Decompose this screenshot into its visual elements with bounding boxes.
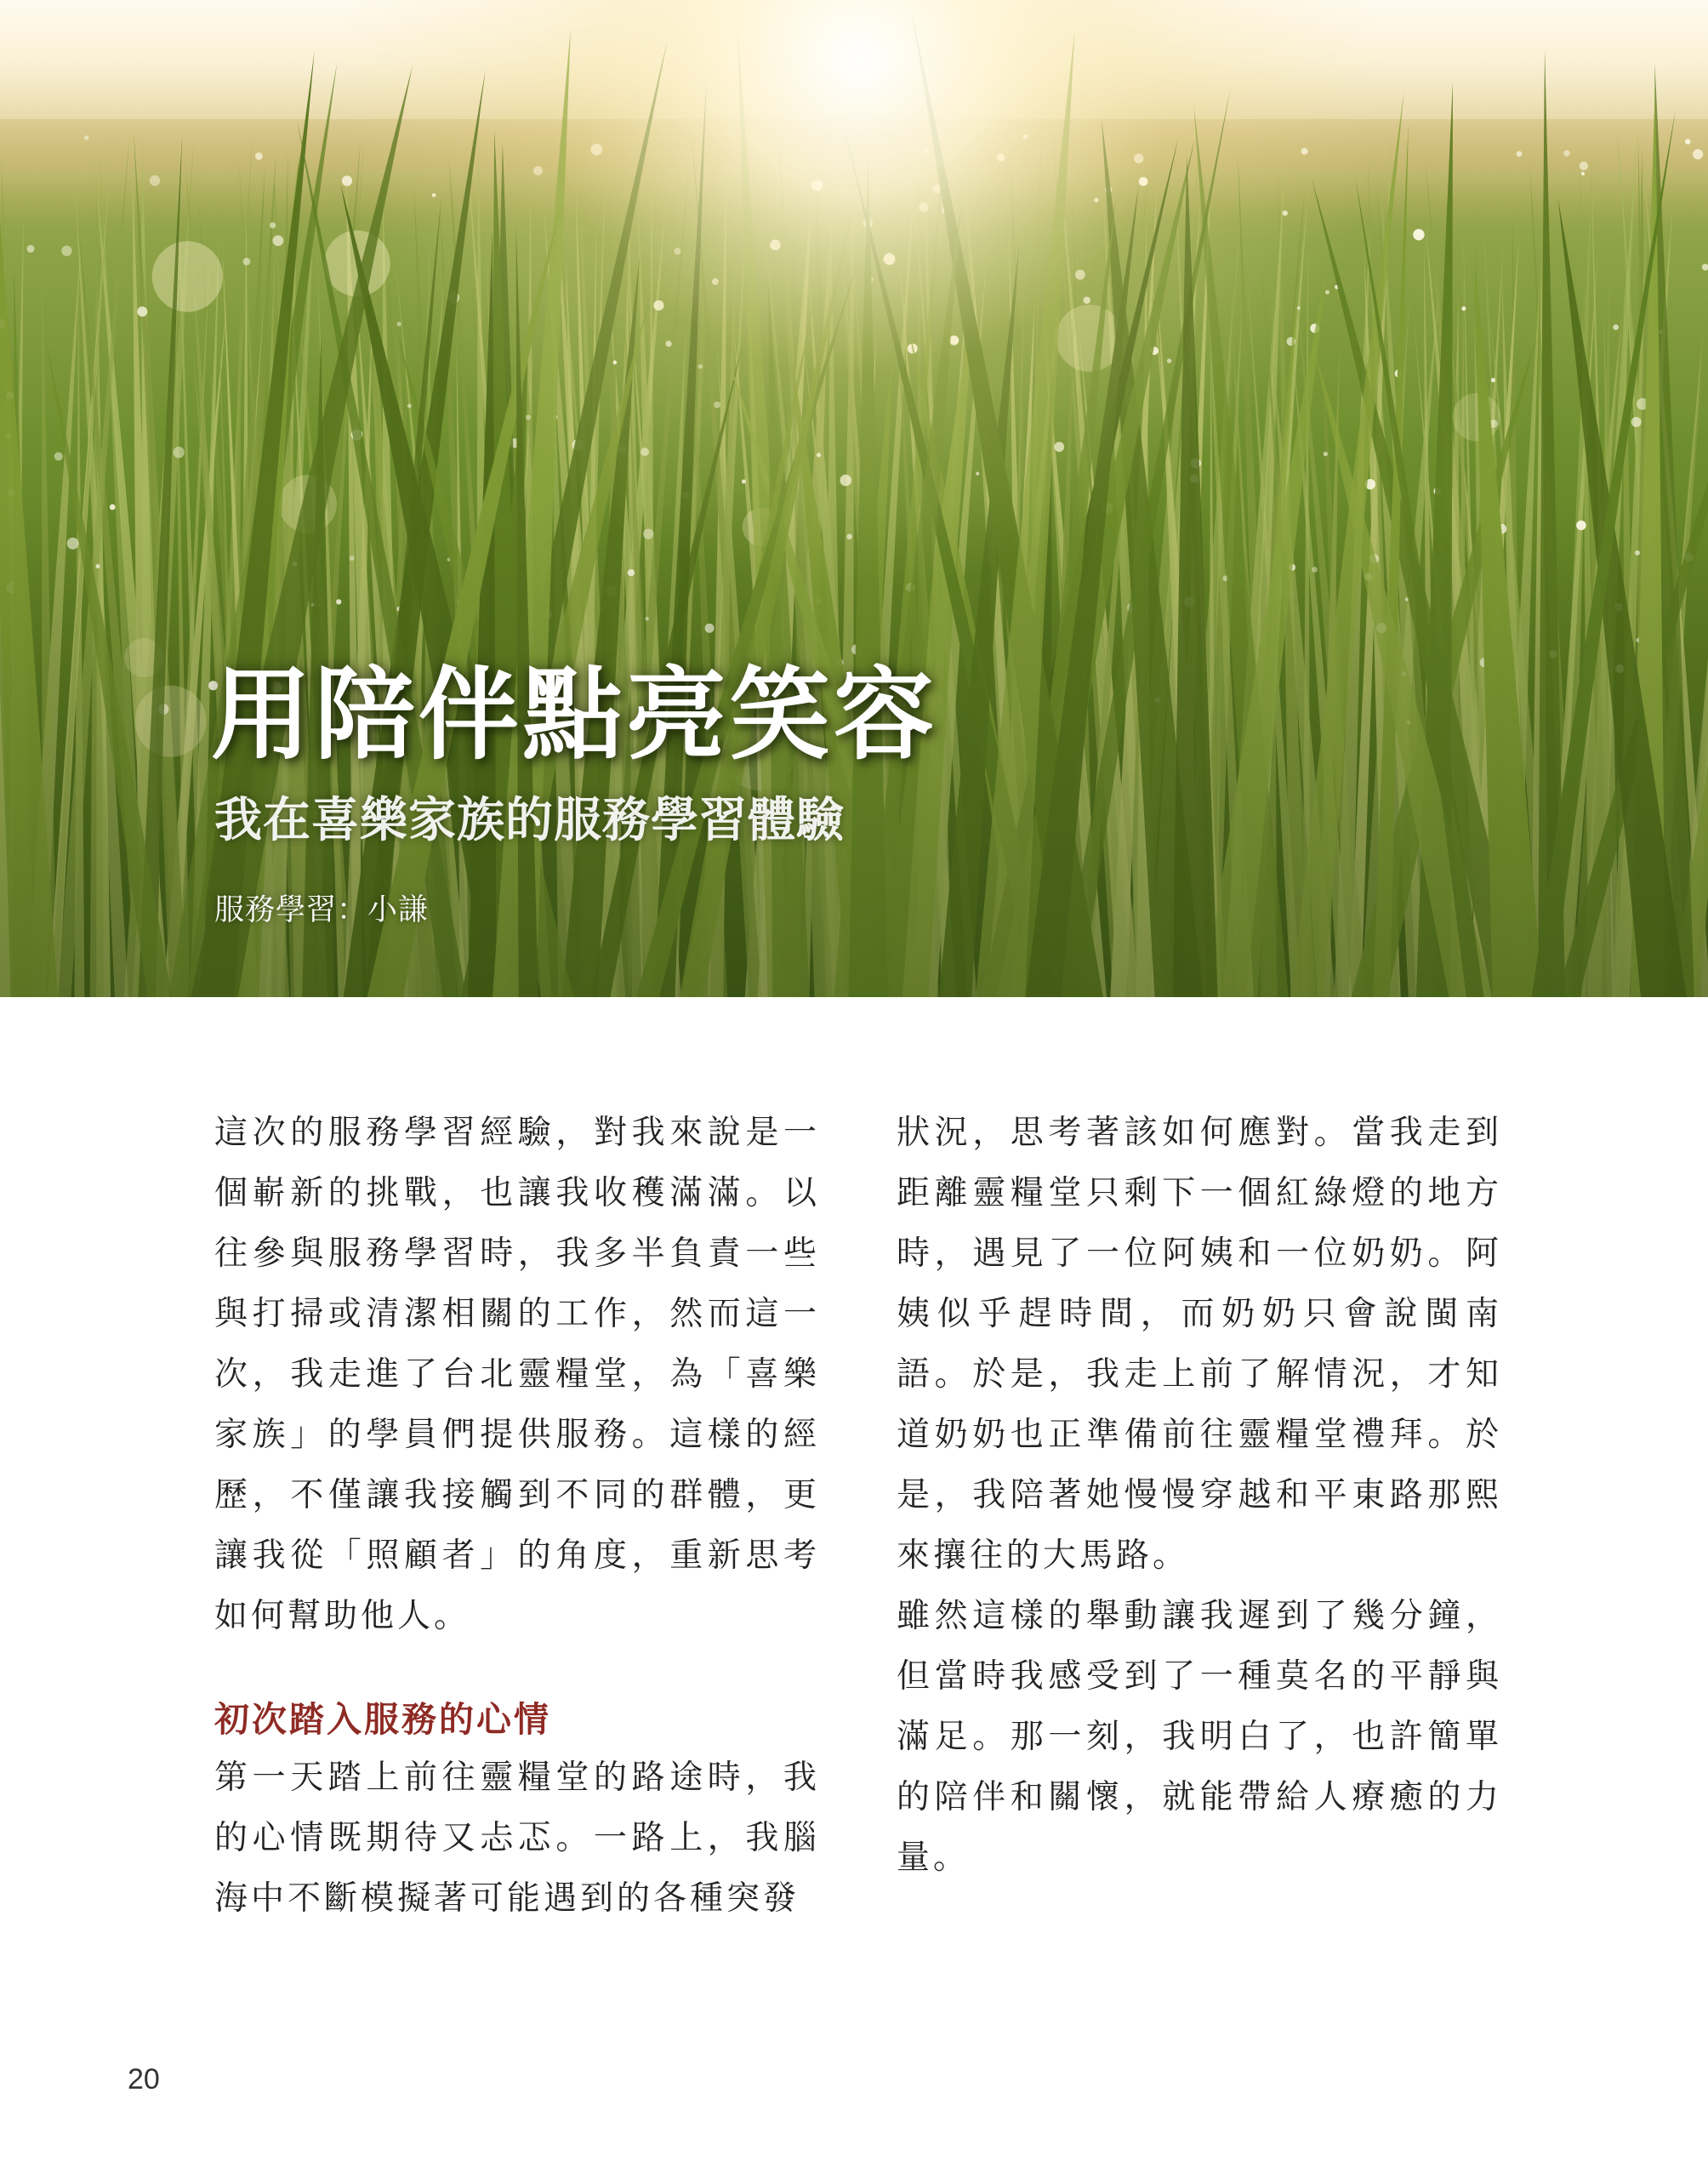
paragraph-intro: 這次的服務學習經驗，對我來說是一個嶄新的挑戰，也讓我收穫滿滿。以往參與服務學習時，我多半負責一些與打掃或清潔相關的工作，然而這一次，我走進了台北靈糧堂，為「喜樂家族」的學員們提供服務。這樣的經歷，不僅讓我接觸到不同的群體，更讓我從「照顧者」的角度，重新思考如何幫助他人。 [214, 1114, 820, 1635]
article-subtitle: 我在喜樂家族的服務學習體驗 [214, 793, 845, 848]
right-text-column [897, 1103, 1502, 1888]
left-text-column [214, 1103, 820, 1929]
paragraph-reflection: 雖然這樣的舉動讓我遲到了幾分鐘，但當時我感受到了一種莫名的平靜與滿足。那一刻，我明白了，也許簡單的陪伴和關懷，就能帶給人療癒的力量。 [897, 1597, 1502, 1877]
paragraph-encounter: 狀況，思考著該如何應對。當我走到距離靈糧堂只剩下一個紅綠燈的地方時，遇見了一位阿姨和一位奶奶。阿姨似乎趕時間，而奶奶只會說閩南語。於是，我走上前了解情況，才知道奶奶也正準備前往靈糧堂禮拜。於是，我陪著她慢慢穿越和平東路那熙來攘往的大馬路。 [897, 1114, 1502, 1575]
article-byline: 服務學習：小謙 [214, 893, 430, 927]
section-heading: 初次踏入服務的心情 [214, 1699, 551, 1740]
page-number: 20 [128, 2063, 160, 2095]
paragraph-first-day: 第一天踏上前往靈糧堂的路途時，我的心情既期待又忐忑。一路上，我腦海中不斷模擬著可能遇到的各種突發 [214, 1759, 820, 1918]
article-title: 用陪伴點亮笑容 [211, 656, 938, 773]
hero-rice-field-photo [0, 0, 1708, 997]
